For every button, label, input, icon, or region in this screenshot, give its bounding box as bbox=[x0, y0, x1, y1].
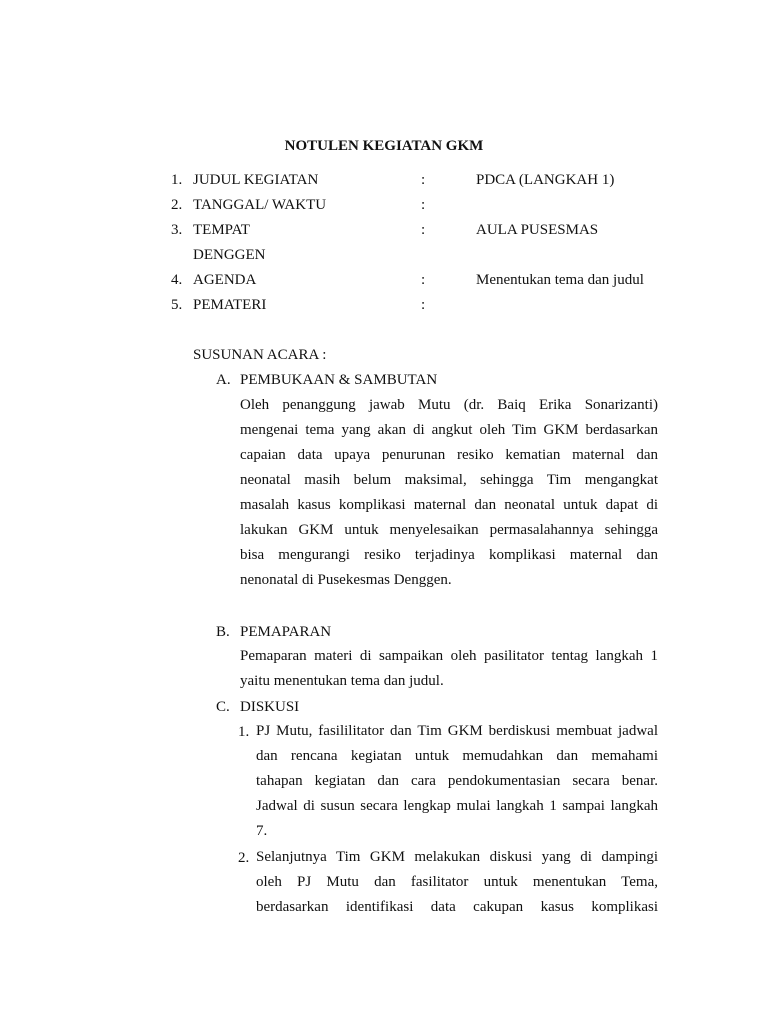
info-label-continuation: DENGGEN bbox=[193, 247, 266, 263]
paragraph-line: Selanjutnya Tim GKM melakukan diskusi yang di dampingi bbox=[256, 849, 658, 865]
info-label: PEMATERI bbox=[193, 297, 267, 313]
paragraph-line: Pemaparan materi di sampaikan oleh pasilitator tentag langkah 1 bbox=[240, 648, 658, 664]
paragraph-line: tahapan kegiatan dan cara pendokumentasian secara benar. bbox=[256, 773, 658, 789]
section-letter: A. bbox=[216, 372, 231, 388]
paragraph-line: 7. bbox=[256, 823, 268, 839]
paragraph-line: dan rencana kegiatan untuk memudahkan dan memahami bbox=[256, 748, 658, 764]
susunan-acara-heading: SUSUNAN ACARA : bbox=[193, 347, 327, 363]
info-number: 1. bbox=[171, 172, 183, 188]
item-number: 2. bbox=[238, 850, 250, 866]
info-colon: : bbox=[421, 272, 426, 288]
paragraph-line: yaitu menentukan tema dan judul. bbox=[240, 673, 444, 689]
section-heading: DISKUSI bbox=[240, 699, 300, 715]
info-colon: : bbox=[421, 172, 426, 188]
info-label: JUDUL KEGIATAN bbox=[193, 172, 319, 188]
paragraph-line: lakukan GKM untuk menyelesaikan permasalahannya sehingga bbox=[240, 522, 658, 538]
info-value: AULA PUSESMAS bbox=[476, 222, 599, 238]
info-number: 5. bbox=[171, 297, 183, 313]
paragraph-line: capaian data upaya penurunan resiko kematian maternal dan bbox=[240, 447, 658, 463]
paragraph-line: Oleh penanggung jawab Mutu (dr. Baiq Erika Sonarizanti) bbox=[240, 397, 658, 413]
paragraph-line: neonatal masih belum maksimal, sehingga Tim mengangkat bbox=[240, 472, 658, 488]
paragraph-line: nenonatal di Pusekesmas Denggen. bbox=[240, 572, 452, 588]
section-a-paragraph bbox=[240, 393, 658, 593]
info-label: TANGGAL/ WAKTU bbox=[193, 197, 327, 213]
info-label: TEMPAT bbox=[193, 222, 250, 238]
discussion-item-paragraph bbox=[256, 719, 658, 844]
info-colon: : bbox=[421, 197, 426, 213]
info-number: 2. bbox=[171, 197, 183, 213]
paragraph-line: Jadwal di susun secara lengkap mulai langkah 1 sampai langkah bbox=[256, 798, 658, 814]
paragraph-line: masalah kasus komplikasi maternal dan neonatal untuk dapat di bbox=[240, 497, 658, 513]
info-value: PDCA (LANGKAH 1) bbox=[476, 172, 615, 188]
info-value: Menentukan tema dan judul bbox=[476, 272, 644, 288]
paragraph-line: bisa mengurangi resiko terjadinya komplikasi maternal dan bbox=[240, 547, 658, 563]
info-number: 4. bbox=[171, 272, 183, 288]
paragraph-line: oleh PJ Mutu dan fasilitator untuk menentukan Tema, bbox=[256, 874, 658, 890]
section-letter: B. bbox=[216, 624, 230, 640]
info-colon: : bbox=[421, 297, 426, 313]
section-heading: PEMAPARAN bbox=[240, 624, 332, 640]
paragraph-line: berdasarkan identifikasi data cakupan kasus komplikasi bbox=[256, 899, 658, 915]
info-number: 3. bbox=[171, 222, 183, 238]
section-letter: C. bbox=[216, 699, 230, 715]
paragraph-line: PJ Mutu, fasililitator dan Tim GKM berdiskusi membuat jadwal bbox=[256, 723, 658, 739]
info-colon: : bbox=[421, 222, 426, 238]
discussion-item-paragraph bbox=[256, 845, 658, 920]
info-label: AGENDA bbox=[193, 272, 257, 288]
paragraph-line: mengenai tema yang akan di angkut oleh Tim GKM berdasarkan bbox=[240, 422, 658, 438]
section-heading: PEMBUKAAN & SAMBUTAN bbox=[240, 372, 438, 388]
document-title: NOTULEN KEGIATAN GKM bbox=[284, 138, 484, 154]
section-b-paragraph bbox=[240, 644, 658, 694]
item-number: 1. bbox=[238, 724, 250, 740]
